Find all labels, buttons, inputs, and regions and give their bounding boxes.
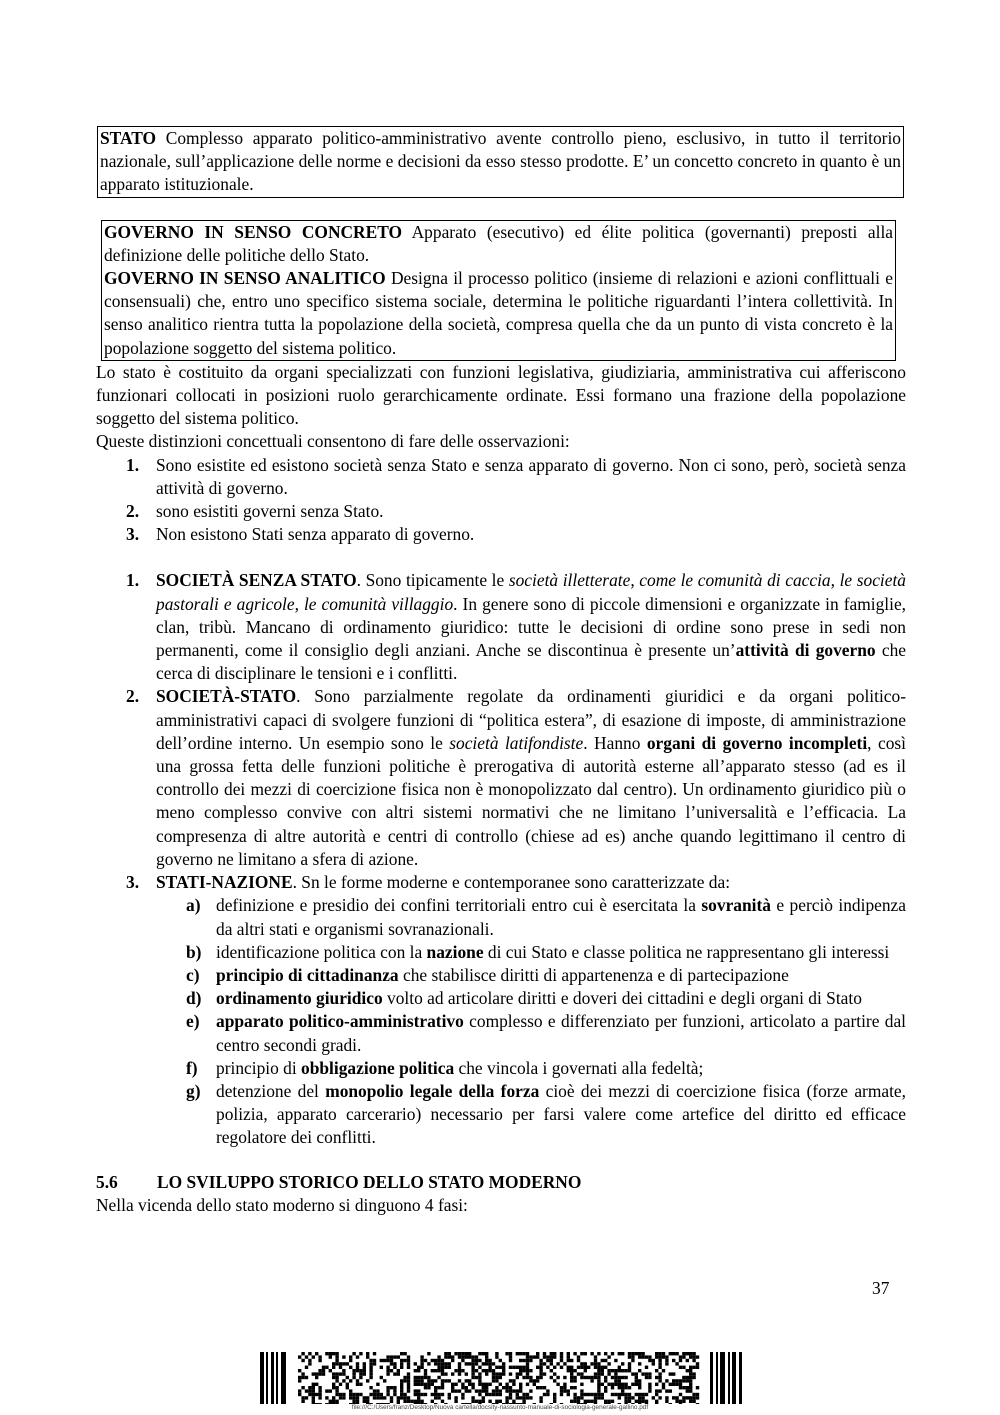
bold-fragment: obbligazione politica [301,1057,455,1078]
text-fragment: principio di [216,1057,302,1078]
text-fragment: . Sn le forme moderne e contemporanee sono caratterizzate da: [292,872,731,893]
list-item [96,894,906,940]
text-fragment: cioè dei mezzi di coercizione fisica (forze armate, polizia, apparato carcerario) necessario per farsi valere come artefice del diritto ed efficace regolatore dei conflitti. [216,1080,906,1148]
text-fragment: di cui Stato e classe politica ne rappresentano gli interessi [483,941,890,962]
text-fragment: . Hanno [583,732,647,753]
list-item [96,1080,906,1150]
term-societa-senza-stato: SOCIETÀ SENZA STATO [156,570,357,591]
list-letter: f) [186,1057,198,1078]
list-letter: d) [186,988,202,1009]
list-item [96,523,906,546]
list-item [96,1010,906,1056]
text-fragment: , così una grossa fetta delle funzioni politiche è prerogativa di autorità esterne all’apparato stesso (ad es il controllo dei mezzi di coercizione fisica non è monopolizzato dal centro). Un ordinamento giuridico più o meno complesso convive con altri sistemi normativi che ne limitano l’universalità e l’efficacia. La compresenza di altre autorità e centri di controllo (chiese ad es) anche quando legittimano il centro di governo ne limitano a sfera di azione. [156,732,906,869]
list-item [96,941,906,964]
list-item [96,964,906,987]
text-fragment: identificazione politica con la [216,941,427,962]
italic-fragment: società illetterate, come le comunità di caccia, le società pastorali e agricole, le comunità villaggio [156,570,906,614]
observations-list [96,454,906,547]
bold-fragment: organi di governo incompleti [646,732,868,753]
page-content [96,126,906,1217]
text-fragment: che stabilisce diritti di appartenenza e di partecipazione [398,964,789,985]
list-item [96,454,906,500]
text-fragment: definizione e presidio dei confini territoriali entro cui è esercitata la [216,895,702,916]
list-item-stati-nazione [96,871,906,894]
section-number: 5.6 [96,1171,118,1192]
definition-stato-text: Complesso apparato politico-amministrativo avente controllo pieno, esclusivo, in tutto il territorio nazionale, sull’applicazione delle norme e decisioni da esso stesso prodotte. E’ un concetto concreto in quanto è un apparato istituzionale. [100,128,901,195]
bold-fragment: principio di cittadinanza [216,964,399,985]
term-stati-nazione: STATI-NAZIONE [156,872,293,893]
text-fragment: che vincola i governati alla fedeltà; [454,1057,704,1078]
term-governo-analitico: GOVERNO IN SENSO ANALITICO [104,268,386,289]
list-number: 2. [126,686,140,707]
list-item [96,500,906,523]
list-item-text: sono esistiti governi senza Stato. [156,501,384,522]
definition-governo-concreto [104,221,893,267]
list-item [96,987,906,1010]
list-letter: a) [186,895,201,916]
bold-fragment: sovranità [701,895,771,916]
definition-governo-analitico-text: Designa il processo politico (insieme di relazioni e azioni conflittuali e consensuali) che, entro uno specifico sistema sociale, determina le politiche riguardanti l’intera collettività. In senso analitico rientra tutta la popolazione della società, compresa quella che da un punto di vista concreto è la popolazione soggetto del sistema politico. [104,268,893,358]
definition-governo-concreto-text: Apparato (esecutivo) ed élite politica (governanti) preposti alla definizione delle politiche dello Stato. [104,221,893,265]
paragraph-stato-organi: Lo stato è costituito da organi specializzati con funzioni legislativa, giudiziaria, amministrativa cui afferiscono funzionari collocati in posizioni ruolo gerarchicamente ordinate. Essi formano una frazione della popolazione soggetto del sistema politico. [96,361,906,429]
society-types-list [96,569,906,894]
definition-box-governo [101,220,896,361]
paragraph-osservazioni-intro: Queste distinzioni concettuali consentono di fare delle osservazioni: [96,431,570,452]
list-number: 3. [126,872,140,893]
stati-nazione-features-list [96,894,906,1149]
list-item [96,1057,906,1080]
text-fragment: che cerca di disciplinare le tensioni e i conflitti. [156,640,907,684]
list-number: 3. [126,524,140,545]
text-fragment: volto ad articolare diritti e doveri dei cittadini e degli organi di Stato [382,988,862,1009]
bold-fragment: nazione [426,941,484,962]
list-letter: e) [186,1011,200,1032]
term-governo-concreto: GOVERNO IN SENSO CONCRETO [104,221,403,242]
list-number: 2. [126,501,140,522]
list-item-societa-stato [96,685,906,871]
text-fragment: e perciò indipenza da altri stati e organismi sovranazionali. [216,895,906,939]
list-letter: g) [186,1080,201,1101]
definition-box-stato [97,126,904,198]
list-letter: c) [186,964,200,985]
list-number: 1. [126,454,140,475]
bold-fragment: ordinamento giuridico [216,988,383,1009]
term-stato: STATO [100,128,157,148]
bold-fragment: apparato politico-amministrativo [216,1011,464,1032]
list-item-societa-senza-stato [96,569,906,685]
italic-fragment: società latifondiste [449,732,584,753]
section-intro: Nella vicenda dello stato moderno si dinguono 4 fasi: [96,1194,468,1215]
section-title: LO SVILUPPO STORICO DELLO STATO MODERNO [157,1171,582,1192]
bold-fragment: attività di governo [735,640,876,661]
list-item-text: Sono esistite ed esistono società senza Stato e senza apparato di governo. Non ci sono, però, società senza attività di governo. [156,454,906,498]
page-number: 37 [872,1278,890,1298]
text-fragment: detenzione del [216,1080,326,1101]
text-fragment: . In genere sono di piccole dimensioni e organizzate in famiglie, clan, tribù. Mancano di ordinamento giuridico: tutte le decisioni di ordine sono prese in sedi non permanenti, come il consiglio degli anziani. Anche se discontinua è presente un’ [156,593,907,661]
list-number: 1. [126,570,140,591]
spacer [96,546,906,569]
list-item-text: Non esistono Stati senza apparato di governo. [156,524,475,545]
text-fragment: complesso e differenziato per funzioni, articolato a partire dal centro secondi gradi. [216,1011,906,1055]
barcode-image [258,1352,748,1404]
list-letter: b) [186,941,202,962]
body-paragraphs [96,361,906,454]
term-societa-stato: SOCIETÀ-STATO [156,686,297,707]
text-fragment: . Sono tipicamente le [356,570,509,591]
bold-fragment: monopolio legale della forza [325,1080,540,1101]
footer-file-path: file:///C:/Users/franz/Desktop/Nuova cartella/docsity-riassunto-manuale-di-sociologia-generale-gallino.pdf [351,1404,649,1411]
section-heading [96,1171,906,1194]
text-fragment: . Sono parzialmente regolate da ordinamenti giuridici e da organi politico-amministrativi capaci di svolgere funzioni di “politica estera”, di esazione di imposte, di amministrazione dell’ordine interno. Un esempio sono le [156,686,906,753]
definition-governo-analitico [104,267,893,360]
